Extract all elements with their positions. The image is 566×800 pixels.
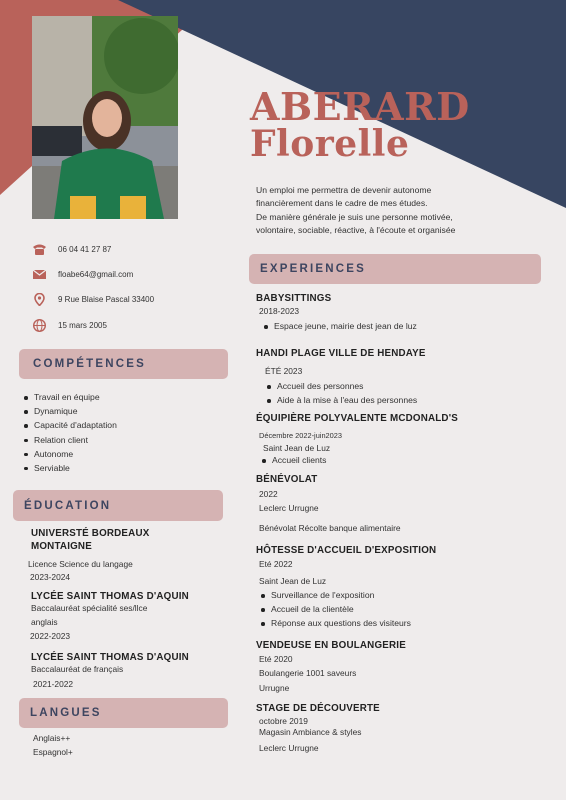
job-dates: Décembre 2022-juin2023 bbox=[259, 431, 342, 440]
job-title: HÔTESSE D'ACCUEIL D'EXPOSITION bbox=[256, 545, 437, 556]
intro-line: volontaire, sociable, réactive, à l'écoute et organisée bbox=[256, 224, 456, 235]
list-item: Espace jeune, mairie dest jean de luz bbox=[262, 319, 417, 333]
email-icon bbox=[32, 268, 47, 281]
job-dates: ÉTÉ 2023 bbox=[265, 366, 303, 376]
job-dates: 2018-2023 bbox=[259, 306, 300, 316]
intro-text bbox=[256, 184, 546, 237]
list-item: Dynamique bbox=[22, 404, 117, 418]
section-education bbox=[13, 490, 223, 521]
job-place: Urrugne bbox=[259, 683, 290, 693]
last-name: ABERARD bbox=[250, 84, 470, 129]
list-item: Accueil de la clientèle bbox=[259, 602, 411, 616]
address-text: 9 Rue Blaise Pascal 33400 bbox=[58, 295, 155, 304]
section-title: LANGUES bbox=[30, 707, 102, 719]
school-name: LYCÉE SAINT THOMAS D'AQUIN bbox=[31, 652, 189, 663]
language: Espagnol+ bbox=[33, 747, 73, 757]
job-title: BABYSITTINGS bbox=[256, 293, 332, 304]
location-icon bbox=[32, 293, 47, 306]
list-item: Travail en équipe bbox=[22, 390, 117, 404]
school-name: UNIVERSTÉ BORDEAUX bbox=[31, 528, 150, 539]
profile-photo bbox=[32, 16, 178, 219]
job-title: HANDI PLAGE VILLE DE HENDAYE bbox=[256, 348, 426, 359]
list-item: Accueil clients bbox=[260, 453, 326, 467]
job-place: Magasin Ambiance & styles bbox=[259, 727, 362, 737]
contact-birthdate bbox=[32, 319, 107, 332]
job-dates: Eté 2020 bbox=[259, 654, 293, 664]
job-place: Boulangerie 1001 saveurs bbox=[259, 668, 357, 678]
list-item: Serviable bbox=[22, 461, 117, 475]
list-item: Autonome bbox=[22, 447, 117, 461]
list-item: Surveillance de l'exposition bbox=[259, 588, 411, 602]
phone-icon bbox=[32, 243, 47, 256]
job-place: Leclerc Urrugne bbox=[259, 743, 319, 753]
intro-line: financièrement dans le cadre de mes études. bbox=[256, 198, 428, 209]
section-langues bbox=[19, 698, 228, 728]
job-dates: Eté 2022 bbox=[259, 559, 293, 569]
school-name: MONTAIGNE bbox=[31, 541, 92, 552]
email-text: floabe64@gmail.com bbox=[58, 270, 134, 279]
job-place: Saint Jean de Luz bbox=[263, 443, 331, 453]
degree: Licence Science du langage bbox=[28, 559, 133, 569]
list-item: Réponse aux questions des visiteurs bbox=[259, 616, 411, 630]
first-name: Florelle bbox=[250, 123, 410, 165]
job-description: Bénévolat Récolte banque alimentaire bbox=[259, 523, 401, 533]
intro-line: De manière générale je suis une personne motivée, bbox=[256, 211, 453, 222]
contact-email bbox=[32, 268, 133, 281]
phone-text: 06 04 41 27 87 bbox=[58, 245, 112, 254]
job-title: BÉNÉVOLAT bbox=[256, 474, 318, 485]
dates: 2021-2022 bbox=[33, 679, 74, 689]
competences-list bbox=[22, 390, 117, 475]
job-tasks bbox=[262, 319, 417, 333]
job-title: VENDEUSE EN BOULANGERIE bbox=[256, 640, 406, 651]
job-tasks bbox=[265, 379, 417, 407]
dates: 2023-2024 bbox=[30, 572, 71, 582]
list-item: Accueil des personnes bbox=[265, 379, 417, 393]
job-title: ÉQUIPIÈRE POLYVALENTE MCDONALD'S bbox=[256, 413, 458, 424]
job-title: STAGE DE DÉCOUVERTE bbox=[256, 703, 380, 714]
job-tasks bbox=[259, 588, 411, 631]
list-item: Relation client bbox=[22, 433, 117, 447]
section-title: COMPÉTENCES bbox=[33, 358, 147, 370]
job-place: Saint Jean de Luz bbox=[259, 576, 327, 586]
degree: anglais bbox=[31, 617, 58, 627]
list-item: Capacité d'adaptation bbox=[22, 418, 117, 432]
globe-icon bbox=[32, 319, 47, 332]
intro-line: Un emploi me permettra de devenir autonome bbox=[256, 185, 432, 195]
language: Anglais++ bbox=[33, 733, 71, 743]
section-experiences bbox=[249, 254, 541, 284]
degree: Baccalauréat spécialité ses/llce bbox=[31, 603, 148, 613]
section-competences bbox=[19, 349, 228, 379]
contact-address bbox=[32, 293, 154, 306]
job-dates: 2022 bbox=[259, 489, 278, 499]
school-name: LYCÉE SAINT THOMAS D'AQUIN bbox=[31, 591, 189, 602]
birthdate-text: 15 mars 2005 bbox=[58, 321, 107, 330]
job-dates: octobre 2019 bbox=[259, 716, 308, 726]
list-item: Aide à la mise à l'eau des personnes bbox=[265, 393, 417, 407]
degree: Baccalauréat de français bbox=[31, 664, 124, 674]
job-tasks bbox=[260, 453, 326, 467]
dates: 2022-2023 bbox=[30, 631, 71, 641]
job-place: Leclerc Urrugne bbox=[259, 503, 319, 513]
section-title: ÉDUCATION bbox=[24, 499, 112, 512]
contact-phone bbox=[32, 243, 111, 256]
section-title: EXPERIENCES bbox=[260, 263, 367, 275]
